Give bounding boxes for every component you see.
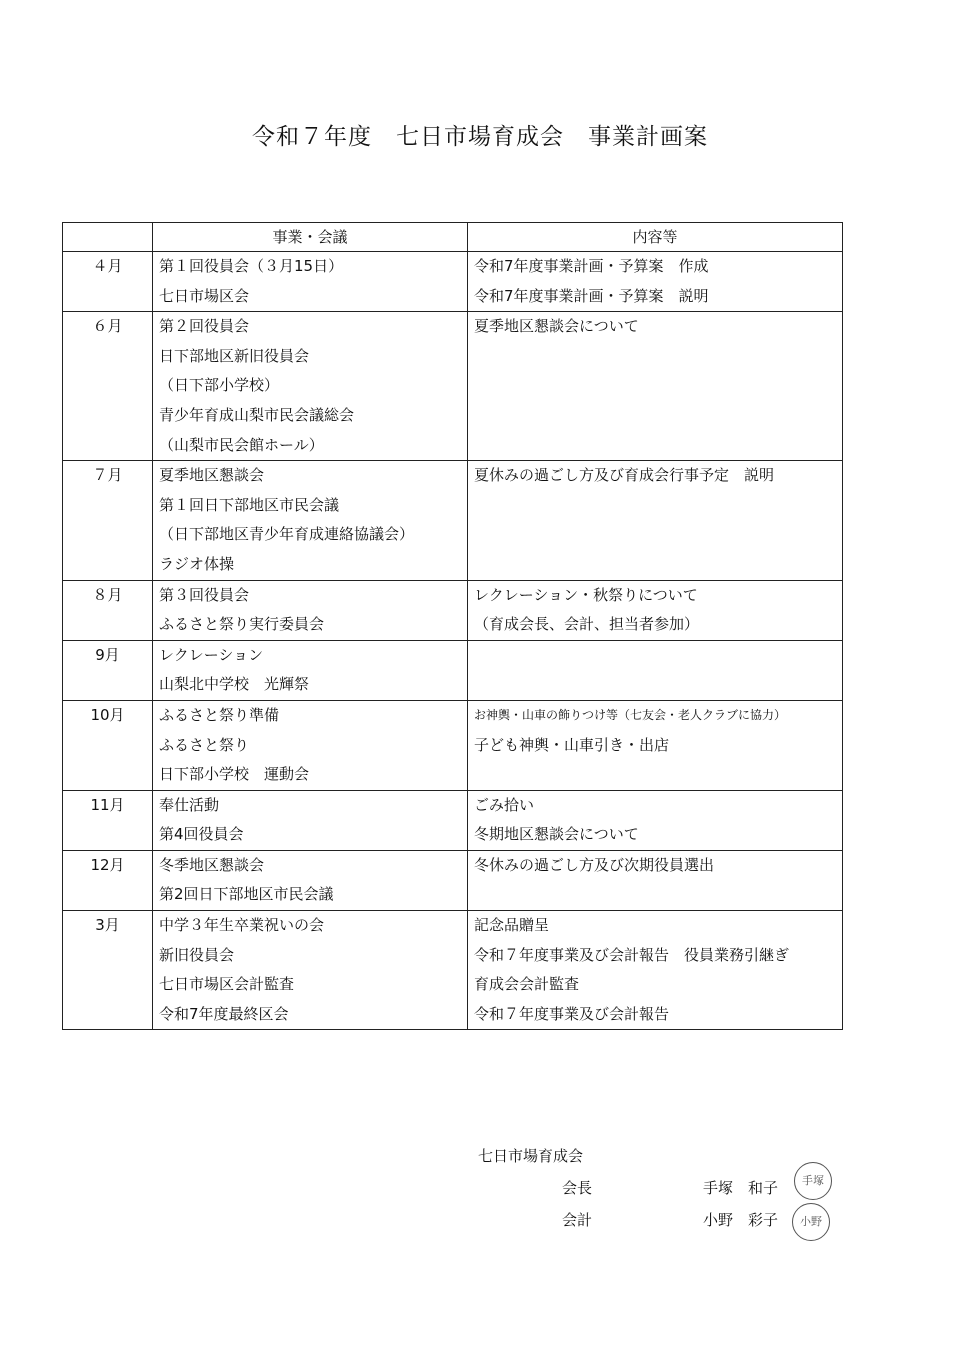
- details-cell: [468, 790, 843, 850]
- table-body: [63, 252, 843, 1030]
- month-cell: 9月: [63, 640, 153, 700]
- event-item: 第３回役員会: [159, 585, 250, 604]
- event-item: 七日市場区会: [159, 286, 250, 305]
- detail-item: お神輿・山車の飾りつけ等（七友会・老人クラブに協力）: [474, 707, 787, 722]
- event-item: 日下部小学校 運動会: [159, 765, 310, 784]
- event-item: ふるさと祭り: [159, 735, 250, 754]
- events-cell: [153, 580, 468, 640]
- event-item: 中学３年生卒業祝いの会: [159, 916, 325, 935]
- event-item: 奉仕活動: [159, 795, 220, 814]
- month-cell: ４月: [63, 252, 153, 312]
- details-cell: [468, 911, 843, 1030]
- signer-role-president: 会長: [562, 1179, 593, 1197]
- details-cell: [468, 252, 843, 312]
- event-item: 青少年育成山梨市民会議総会: [159, 405, 355, 424]
- table-row: [63, 461, 843, 580]
- details-cell: [468, 850, 843, 910]
- signer-name-president: 手塚 和子: [703, 1179, 779, 1197]
- event-item: 第１回役員会（３月15日）: [159, 257, 344, 275]
- detail-item: 令和７年度事業及び会計報告: [474, 1004, 670, 1023]
- table-row: [63, 790, 843, 850]
- detail-item: 冬期地区懇談会について: [474, 825, 639, 844]
- plan-table: [62, 222, 843, 1030]
- event-item: 日下部地区新旧役員会: [159, 346, 310, 365]
- details-cell: [468, 312, 843, 461]
- event-item: 夏季地区懇談会: [159, 466, 265, 485]
- detail-item: 夏季地区懇談会について: [474, 317, 639, 336]
- table-header-row: [63, 223, 843, 252]
- events-cell: [153, 312, 468, 461]
- event-item: レクレーション: [159, 645, 264, 664]
- header-month: [63, 223, 153, 252]
- detail-item: （育成会長、会計、担当者参加）: [474, 615, 700, 634]
- detail-item: 冬休みの過ごし方及び次期役員選出: [474, 855, 715, 874]
- events-cell: [153, 461, 468, 580]
- month-cell: ８月: [63, 580, 153, 640]
- detail-item: レクレーション・秋祭りについて: [474, 585, 698, 604]
- event-item: 第2回日下部地区市民会議: [159, 885, 334, 904]
- month-cell: 11月: [63, 790, 153, 850]
- events-cell: [153, 850, 468, 910]
- details-cell: [468, 580, 843, 640]
- month-cell: 12月: [63, 850, 153, 910]
- table-row: [63, 640, 843, 700]
- month-cell: 10月: [63, 700, 153, 790]
- event-item: ふるさと祭り実行委員会: [159, 615, 325, 634]
- month-cell: ７月: [63, 461, 153, 580]
- detail-item: 令和7年度事業計画・予算案 作成: [474, 257, 709, 275]
- event-item: 第4回役員会: [159, 825, 244, 844]
- event-item: ふるさと祭り準備: [159, 705, 280, 724]
- detail-item: ごみ拾い: [474, 795, 535, 814]
- event-item: ラジオ体操: [159, 554, 235, 573]
- detail-item: 記念品贈呈: [474, 916, 550, 935]
- event-item: （日下部小学校）: [159, 376, 280, 395]
- events-cell: [153, 700, 468, 790]
- detail-item: 夏休みの過ごし方及び育成会行事予定 説明: [474, 466, 775, 485]
- organization-name: 七日市場育成会: [478, 1147, 584, 1165]
- detail-item: 令和７年度事業及び会計報告 役員業務引継ぎ: [474, 945, 790, 964]
- treasurer-seal-stamp: 小野: [792, 1203, 830, 1241]
- table-row: [63, 911, 843, 1030]
- event-item: 第２回役員会: [159, 317, 250, 336]
- event-item: 七日市場区会計監査: [159, 975, 295, 994]
- events-cell: [153, 911, 468, 1030]
- event-item: 山梨北中学校 光輝祭: [159, 675, 310, 694]
- event-item: （日下部地区青少年育成連絡協議会）: [159, 525, 415, 544]
- table-row: [63, 252, 843, 312]
- month-cell: 3月: [63, 911, 153, 1030]
- events-cell: [153, 640, 468, 700]
- detail-item: 子ども神輿・山車引き・出店: [474, 735, 670, 754]
- events-cell: [153, 790, 468, 850]
- president-seal-stamp: 手塚: [794, 1162, 832, 1200]
- table-row: [63, 850, 843, 910]
- detail-item: 育成会会計監査: [474, 975, 580, 994]
- table-row: [63, 580, 843, 640]
- event-item: （山梨市民会館ホール）: [159, 435, 324, 454]
- month-cell: ６月: [63, 312, 153, 461]
- details-cell: [468, 700, 843, 790]
- table-row: [63, 700, 843, 790]
- event-item: 新旧役員会: [159, 945, 235, 964]
- signer-name-treasurer: 小野 彩子: [703, 1211, 779, 1229]
- table-row: [63, 312, 843, 461]
- detail-item: 令和7年度事業計画・予算案 説明: [474, 286, 709, 305]
- signer-role-treasurer: 会計: [562, 1211, 593, 1229]
- details-cell: [468, 640, 843, 700]
- event-item: 冬季地区懇談会: [159, 855, 265, 874]
- document-title: 令和７年度 七日市場育成会 事業計画案: [252, 124, 708, 150]
- header-events: 事業・会議: [153, 223, 468, 252]
- events-cell: [153, 252, 468, 312]
- event-item: 令和7年度最終区会: [159, 1004, 289, 1023]
- details-cell: [468, 461, 843, 580]
- event-item: 第１回日下部地区市民会議: [159, 495, 340, 514]
- header-details: 内容等: [468, 223, 843, 252]
